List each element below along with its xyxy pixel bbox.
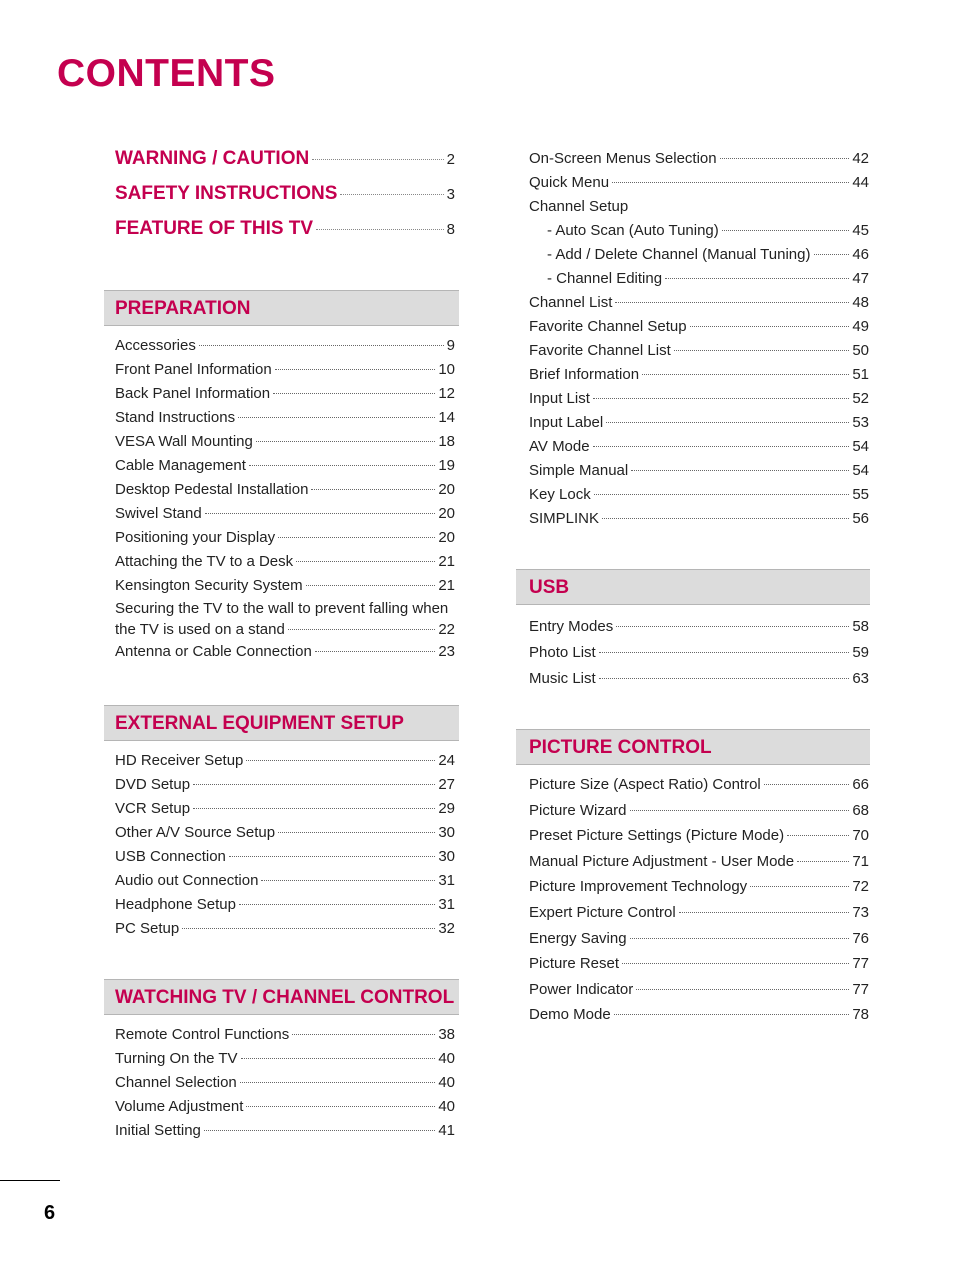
toc-entry[interactable]: PC Setup 32 (115, 920, 455, 937)
section-header-picture: PICTURE CONTROL (516, 729, 870, 765)
preparation-list (115, 334, 455, 664)
toc-entry[interactable]: Simple Manual 54 (529, 462, 869, 479)
toc-entry[interactable]: VESA Wall Mounting 18 (115, 433, 455, 450)
toc-entry[interactable]: Front Panel Information 10 (115, 361, 455, 378)
toc-entry[interactable]: Attaching the TV to a Desk 21 (115, 553, 455, 570)
toc-entry[interactable]: Manual Picture Adjustment - User Mode 71 (529, 852, 869, 870)
toc-entry[interactable]: Stand Instructions 14 (115, 409, 455, 426)
toc-entry[interactable]: DVD Setup 27 (115, 776, 455, 793)
toc-entry[interactable]: Accessories 9 (115, 337, 455, 354)
usb-list (529, 614, 869, 692)
page-number: 6 (44, 1202, 56, 1224)
toc-entry[interactable]: Entry Modes 58 (529, 618, 869, 635)
toc-link-feature[interactable]: FEATURE OF THIS TV 8 (115, 218, 455, 239)
toc-entry[interactable]: HD Receiver Setup 24 (115, 752, 455, 769)
toc-entry[interactable]: Power Indicator 77 (529, 980, 869, 998)
footer-rule (0, 1180, 60, 1181)
toc-entry[interactable]: Key Lock 55 (529, 486, 869, 503)
toc-entry[interactable]: Picture Reset 77 (529, 955, 869, 973)
toc-entry[interactable]: Kensington Security System 21 (115, 577, 455, 594)
toc-entry[interactable]: Picture Size (Aspect Ratio) Control 66 (529, 776, 869, 793)
toc-entry[interactable]: USB Connection 30 (115, 848, 455, 865)
external-list (115, 749, 455, 941)
section-header-watching: WATCHING TV / CHANNEL CONTROL (104, 979, 459, 1015)
toc-entry[interactable]: Input Label 53 (529, 414, 869, 431)
toc-entry[interactable]: Volume Adjustment 40 (115, 1098, 455, 1115)
watching-list (115, 1023, 455, 1143)
toc-entry[interactable]: SIMPLINK 56 (529, 510, 869, 527)
toc-entry[interactable]: Desktop Pedestal Installation 20 (115, 481, 455, 498)
toc-entry-channel-setup[interactable]: Channel Setup (529, 198, 629, 215)
toc-subentry[interactable]: - Add / Delete Channel (Manual Tuning) 46 (547, 246, 869, 263)
toc-entry[interactable]: Expert Picture Control 73 (529, 903, 869, 921)
toc-entry[interactable]: Channel Selection 40 (115, 1074, 455, 1091)
toc-link-warning[interactable]: WARNING / CAUTION 2 (115, 148, 455, 169)
section-header-usb: USB (516, 569, 870, 605)
toc-entry[interactable]: AV Mode 54 (529, 438, 869, 455)
toc-entry[interactable]: Back Panel Information 12 (115, 385, 455, 402)
toc-entry[interactable]: Quick Menu 44 (529, 174, 869, 191)
toc-entry[interactable]: Photo List 59 (529, 644, 869, 661)
toc-entry[interactable]: Swivel Stand 20 (115, 505, 455, 522)
toc-link-safety[interactable]: SAFETY INSTRUCTIONS 3 (115, 183, 455, 204)
page-title: CONTENTS (57, 52, 276, 95)
toc-subentry[interactable]: - Auto Scan (Auto Tuning) 45 (547, 222, 869, 239)
toc-entry[interactable]: Turning On the TV 40 (115, 1050, 455, 1067)
toc-entry[interactable]: VCR Setup 29 (115, 800, 455, 817)
toc-entry[interactable]: Antenna or Cable Connection 23 (115, 643, 455, 660)
section-header-external: EXTERNAL EQUIPMENT SETUP (104, 705, 459, 741)
toc-entry[interactable]: Brief Information 51 (529, 366, 869, 383)
toc-entry-securing[interactable]: Securing the TV to the wall to prevent falling when the TV is used on a stand 22 (115, 600, 455, 638)
toc-entry[interactable]: Demo Mode 78 (529, 1006, 869, 1024)
toc-entry[interactable]: Other A/V Source Setup 30 (115, 824, 455, 841)
toc-entry[interactable]: Remote Control Functions 38 (115, 1026, 455, 1043)
toc-entry[interactable]: Favorite Channel List 50 (529, 342, 869, 359)
toc-entry[interactable]: Positioning your Display 20 (115, 529, 455, 546)
toc-subentry[interactable]: - Channel Editing 47 (547, 270, 869, 287)
toc-entry[interactable]: Picture Wizard 68 (529, 801, 869, 819)
top-links (115, 142, 455, 247)
toc-entry[interactable]: Music List 63 (529, 670, 869, 687)
toc-entry[interactable]: Audio out Connection 31 (115, 872, 455, 889)
toc-entry[interactable]: Energy Saving 76 (529, 929, 869, 947)
toc-entry[interactable]: Channel List 48 (529, 294, 869, 311)
section-header-preparation: PREPARATION (104, 290, 459, 326)
toc-entry[interactable]: Preset Picture Settings (Picture Mode) 70 (529, 827, 869, 845)
toc-entry[interactable]: Input List 52 (529, 390, 869, 407)
toc-entry[interactable]: Cable Management 19 (115, 457, 455, 474)
picture-list (529, 772, 869, 1028)
toc-entry[interactable]: Initial Setting 41 (115, 1122, 455, 1139)
toc-entry[interactable]: Favorite Channel Setup 49 (529, 318, 869, 335)
toc-entry[interactable]: Headphone Setup 31 (115, 896, 455, 913)
toc-entry[interactable]: Picture Improvement Technology 72 (529, 878, 869, 896)
watching-cont-list (529, 147, 869, 531)
toc-entry[interactable]: On-Screen Menus Selection 42 (529, 150, 869, 167)
